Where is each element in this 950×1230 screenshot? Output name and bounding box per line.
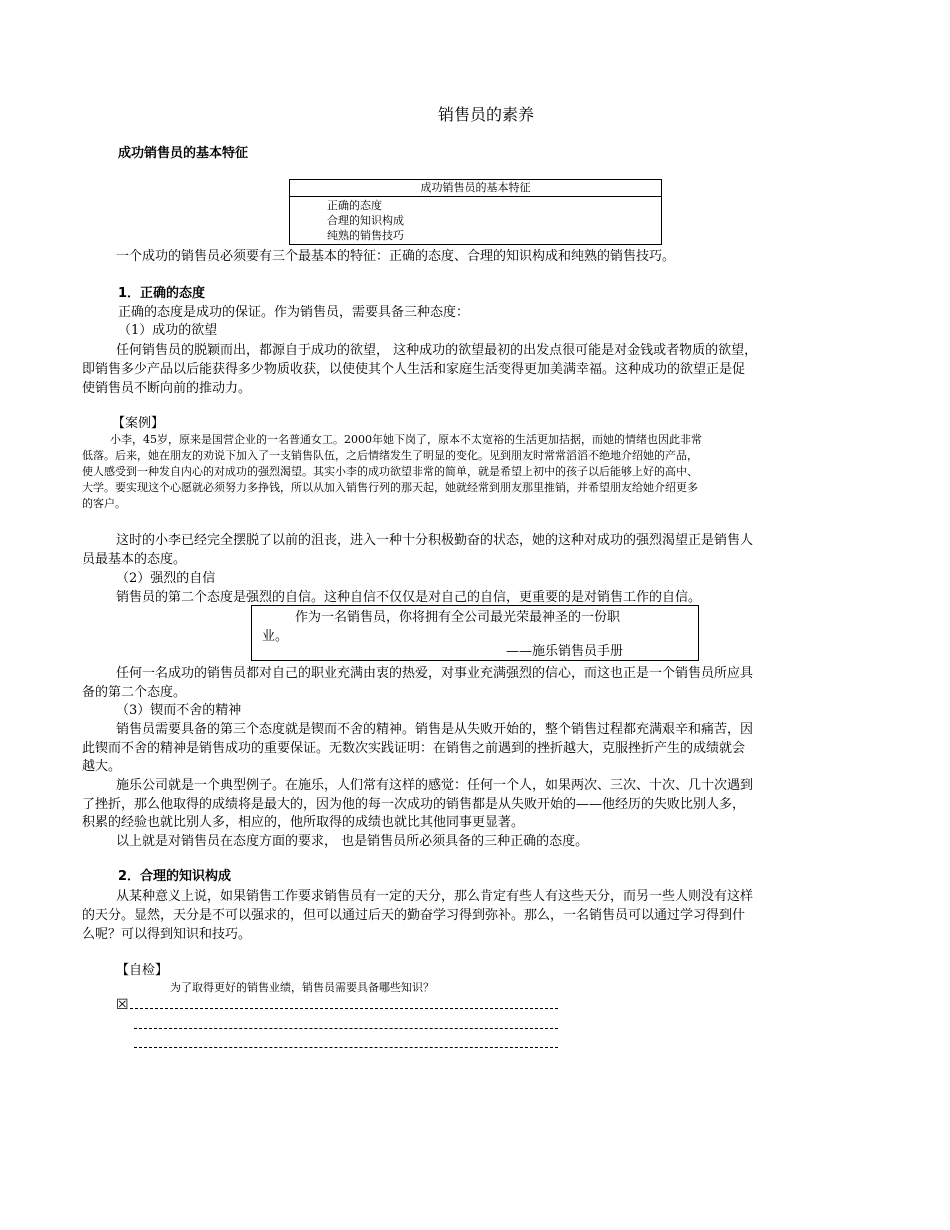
quote-line: 业。 — [262, 629, 289, 644]
paragraph-line: 任何一名成功的销售员都对自己的职业充满由衷的热爱，对事业充满强烈的信心，而这也正是一个销售员所应具 — [116, 666, 754, 681]
case-line: 低落。后来，她在朋友的劝说下加入了一支销售队伍，之后情绪发生了明显的变化。见到朋友时常常滔滔不绝地介绍她的产品， — [82, 449, 698, 462]
answer-line[interactable] — [130, 1008, 558, 1009]
paragraph-line: 员最基本的态度。 — [82, 552, 187, 567]
paragraph-line: 备的第二个态度。 — [82, 685, 187, 700]
sec1-sub1: （1）成功的欲望 — [118, 323, 218, 338]
self-check-label: 【自检】 — [116, 963, 169, 978]
feature-item: 正确的态度 — [327, 199, 382, 212]
paragraph-line: 的天分。显然，天分是不可以强求的，但可以通过后天的勤奋学习得到弥补。那么，一名销售员可以通过学习得到什 — [82, 908, 746, 923]
case-line: 的客户。 — [82, 497, 126, 510]
paragraph-line: 积累的经验也就比别人多，相应的，他所取得的成绩也就比其他同事更显著。 — [82, 815, 525, 830]
paragraph-line: 从某种意义上说，如果销售工作要求销售员有一定的天分，那么肯定有些人有这些天分，而另一些人则没有这样 — [116, 889, 754, 904]
sec1-sub3: （3）锲而不舍的精神 — [116, 703, 242, 718]
paragraph-line: 这时的小李已经完全摆脱了以前的沮丧，进入一种十分积极勤奋的状态，她的这种对成功的强烈渴望正是销售人 — [116, 533, 754, 548]
paragraph-line: 销售员需要具备的第三个态度就是锲而不舍的精神。销售是从失败开始的，整个销售过程都充满艰辛和痛苦，因 — [116, 722, 754, 737]
paragraph-line: 即销售多少产品以后能获得多少物质收获，以使使其个人生活和家庭生活变得更加美满幸福。这种成功的欲望正是促 — [82, 362, 746, 377]
paragraph-line: 任何销售员的脱颖而出，都源自于成功的欲望， 这种成功的欲望最初的出发点很可能是对金钱或者物质的欲望， — [116, 343, 758, 358]
paragraph-line: 使销售员不断向前的推动力。 — [82, 381, 252, 396]
paragraph-line: 越大。 — [82, 759, 122, 774]
case-label: 【案例】 — [112, 416, 165, 431]
feature-box-header: 成功销售员的基本特征 — [290, 180, 661, 197]
case-line: 使人感受到一种发自内心的对成功的强烈渴望。其实小李的成功欲望非常的简单，就是希望上初中的孩子以后能够上好的高中、 — [82, 465, 698, 478]
sec2-heading: 2．合理的知识构成 — [118, 869, 232, 884]
feature-item: 纯熟的销售技巧 — [327, 229, 404, 242]
paragraph-line: 销售员的第二个态度是强烈的自信。这种自信不仅仅是对自己的自信，更重要的是对销售工作的自信。 — [116, 590, 702, 605]
answer-line[interactable] — [134, 1047, 558, 1048]
case-line: 大学。要实现这个心愿就必须努力多挣钱，所以从加入销售行列的那天起，她就经常到朋友那里推销，并希望朋友给她介绍更多 — [82, 481, 698, 494]
self-check-question: 为了取得更好的销售业绩，销售员需要具备哪些知识？ — [170, 981, 434, 994]
paragraph-line: 施乐公司就是一个典型例子。在施乐，人们常有这样的感觉：任何一个人，如果两次、三次、十次、几十次遇到 — [116, 778, 754, 793]
checkbox-icon[interactable]: ☒ — [116, 997, 129, 1013]
paragraph-line: 以上就是对销售员在态度方面的要求， 也是销售员所必须具备的三种正确的态度。 — [116, 834, 589, 849]
intro-text: 一个成功的销售员必须要有三个最基本的特征：正确的态度、合理的知识构成和纯熟的销售技巧。 — [116, 249, 676, 264]
feature-box — [289, 179, 662, 245]
quote-line: 作为一名销售员，你将拥有全公司最光荣最神圣的一份职 — [295, 610, 621, 625]
quote-box — [251, 605, 699, 661]
section-heading: 成功销售员的基本特征 — [118, 146, 249, 161]
case-line: 小李，45岁，原来是国营企业的一名普通女工。2000年她下岗了，原本不太宽裕的生活更加拮据，而她的情绪也因此非常 — [110, 433, 702, 446]
sec1-sub2: （2）强烈的自信 — [116, 571, 216, 586]
quote-source: ——施乐销售员手册 — [506, 644, 624, 659]
answer-line[interactable] — [134, 1028, 558, 1029]
page-title: 销售员的素养 — [438, 105, 535, 124]
paragraph-line: 此锲而不舍的精神是销售成功的重要保证。无数次实践证明：在销售之前遇到的挫折越大，克服挫折产生的成绩就会 — [82, 741, 746, 756]
paragraph-line: 了挫折，那么他取得的成绩将是最大的，因为他的每一次成功的销售都是从失败开始的——他经历的失败比别人多， — [82, 797, 746, 812]
sec1-heading: 1．正确的态度 — [118, 286, 206, 301]
feature-item: 合理的知识构成 — [327, 214, 404, 227]
sec1-intro: 正确的态度是成功的保证。作为销售员，需要具备三种态度： — [118, 305, 470, 320]
paragraph-line: 么呢？可以得到知识和技巧。 — [82, 927, 252, 942]
